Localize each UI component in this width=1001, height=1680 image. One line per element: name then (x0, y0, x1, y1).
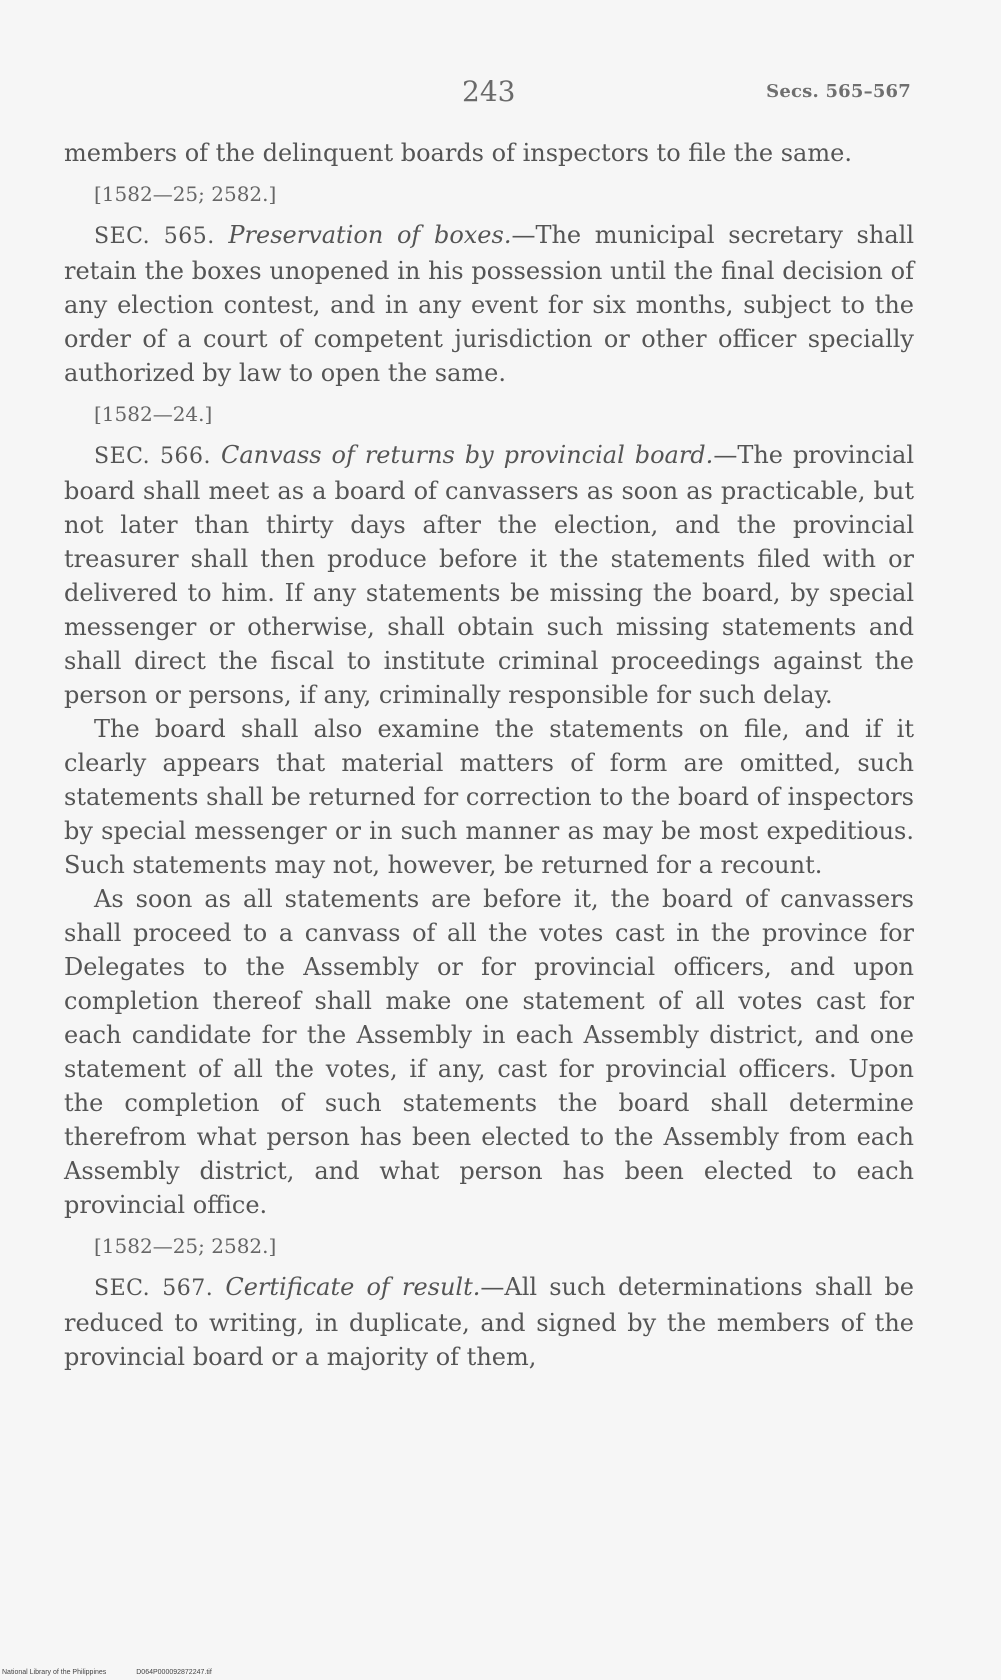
section-title: Preservation of boxes. (228, 221, 512, 249)
paragraph: The board shall also examine the statements on file, and if it clearly appears that material matters of form are omitted, such statements shall be returned for correction to the board of inspectors by special messenger or in such manner as may be most expeditious. Such statements may not, however, be returned for a recount. (64, 715, 914, 879)
scan-footer (2, 1668, 240, 1678)
section-text: —The provincial board shall meet as a board of canvassers as soon as practicable, but not later than thirty days after the election, and the provincial treasurer shall then produce before it the statements filed with or delivered to him. If any statements be missing the board, by special messenger or otherwise, shall obtain such missing statements and shall direct the fiscal to institute criminal proceedings against the person or persons, if any, criminally responsible for such delay. (64, 441, 915, 709)
page-body (64, 136, 914, 1374)
section-label: SEC. 565. (94, 224, 215, 249)
page-header (0, 75, 1001, 110)
section-title: Canvass of returns by provincial board. (220, 441, 714, 469)
section-text: —All such determinations shall be reduced to writing, in duplicate, and signed by the members of the provincial board or a majority of them, (64, 1273, 914, 1371)
section-566 (64, 438, 914, 712)
section-title: Certificate of result. (225, 1273, 481, 1301)
page-number: 243 (462, 75, 516, 108)
section-567 (64, 1270, 914, 1374)
citation: [1582—25; 2582.] (94, 1234, 277, 1258)
citation: [1582—25; 2582.] (94, 182, 277, 206)
library-credit: National Library of the Philippines (2, 1669, 107, 1676)
paragraph: As soon as all statements are before it, the board of canvassers shall proceed to a canvass of all the votes cast in the province for Delegates to the Assembly or for provincial officers, and upon completion thereof shall make one statement of all votes cast for each candidate for the Assembly in each Assembly district, and one statement of all the votes, if any, cast for provincial officers. Upon the completion of such statements the board shall determine therefrom what person has been elected to the Assembly from each Assembly district, and what person has been elected to each provincial office. (64, 885, 914, 1219)
paragraph-continuation: members of the delinquent boards of inspectors to file the same. (64, 139, 852, 167)
section-text: —The municipal secretary shall retain the boxes unopened in his possession until the final decision of any election contest, and in any event for six months, subject to the order of a court of competent jurisdiction or other officer specially authorized by law to open the same. (64, 221, 914, 387)
scan-id: D064P000092872247.tif (136, 1669, 212, 1676)
section-range: Secs. 565–567 (766, 81, 911, 102)
citation: [1582—24.] (94, 402, 213, 426)
section-565 (64, 218, 914, 390)
section-label: SEC. 566. (94, 444, 211, 469)
section-label: SEC. 567. (94, 1276, 214, 1301)
